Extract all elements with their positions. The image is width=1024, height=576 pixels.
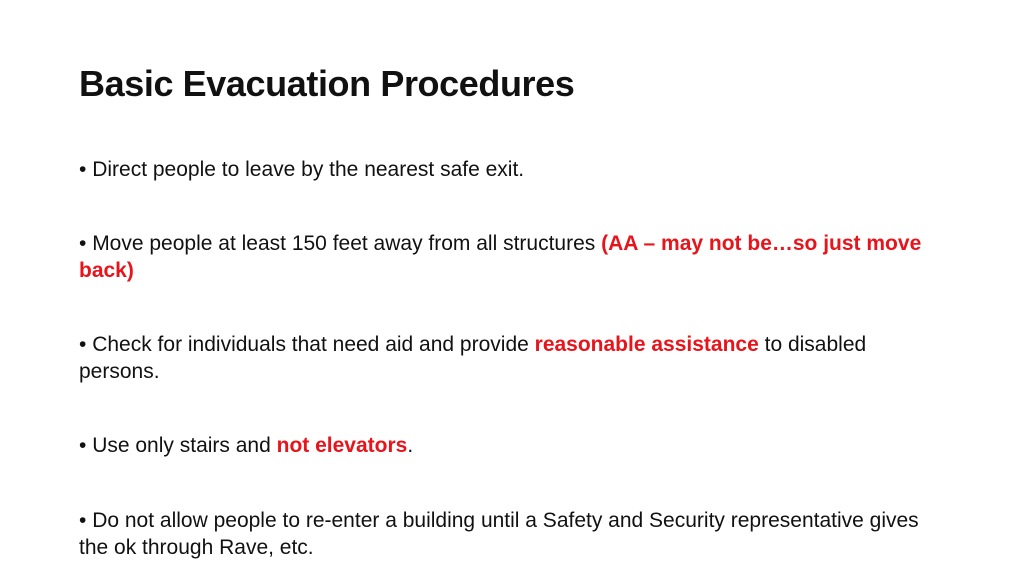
bullet-item-exit: [79, 156, 524, 183]
bullet-highlight: (AA – may not be…so just move back): [79, 232, 922, 282]
bullet-marker: •: [79, 333, 87, 356]
bullet-marker: •: [79, 509, 87, 532]
bullet-highlight: reasonable assistance: [534, 333, 759, 356]
bullet-text-after: .: [407, 434, 414, 457]
bullet-marker: •: [79, 232, 87, 255]
bullet-item-reentry: [79, 507, 929, 561]
bullet-marker: •: [79, 434, 87, 457]
bullet-text-after: to disabled persons.: [79, 333, 867, 383]
bullet-text: Use only stairs and: [86, 434, 277, 457]
bullet-highlight: not elevators: [276, 434, 408, 457]
bullet-text: Move people at least 150 feet away from all structures: [86, 232, 602, 255]
bullet-marker: •: [79, 158, 87, 181]
bullet-item-distance: [79, 230, 929, 284]
bullet-item-stairs: [79, 432, 413, 459]
bullet-text: Check for individuals that need aid and provide: [86, 333, 535, 356]
bullet-item-assistance: [79, 331, 929, 385]
bullet-text: Direct people to leave by the nearest safe exit.: [86, 158, 525, 181]
bullet-text: Do not allow people to re-enter a building until a Safety and Security representative gives the ok through Rave, etc.: [79, 509, 919, 559]
slide-title: Basic Evacuation Procedures: [79, 63, 575, 104]
